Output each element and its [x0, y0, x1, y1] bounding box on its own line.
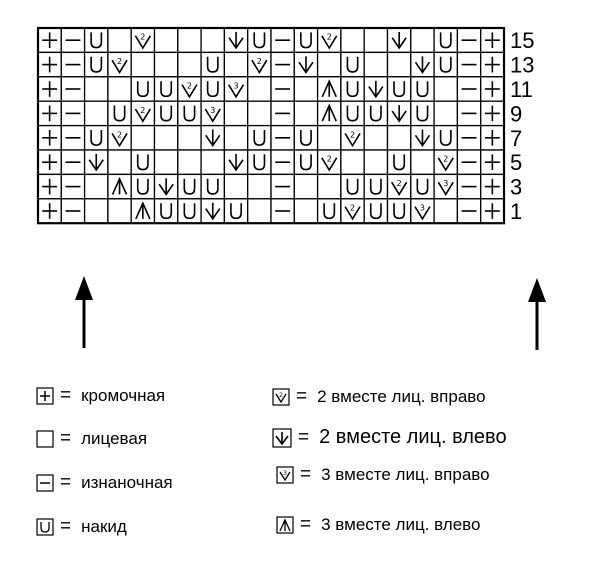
- svg-text:3: 3: [210, 105, 216, 115]
- k2-right-label: 2 вместе лиц. вправо: [317, 387, 486, 406]
- legend-equals: =: [60, 472, 72, 493]
- legend-k3-right: [276, 464, 490, 486]
- k2-left-icon: [272, 428, 292, 448]
- svg-text:2: 2: [117, 57, 123, 67]
- row-number-label: 1: [510, 199, 523, 224]
- row-number-label: 5: [510, 150, 523, 176]
- svg-text:2: 2: [326, 32, 332, 42]
- legend-k3-left: [276, 514, 480, 536]
- row-number-label: 3: [510, 174, 523, 200]
- legend-k2-right: [272, 386, 486, 408]
- svg-text:2: 2: [443, 154, 449, 164]
- knit-stitch-icon: [36, 430, 54, 448]
- svg-text:2: 2: [186, 81, 192, 91]
- svg-text:2: 2: [326, 154, 332, 164]
- row-number-label: 7: [510, 125, 523, 151]
- legend-equals: =: [60, 385, 72, 406]
- legend-equals: =: [60, 516, 72, 537]
- yarn-over-label: накид: [81, 517, 127, 536]
- purl-label: изнаночная: [81, 473, 173, 492]
- edge-label: кромочная: [81, 386, 166, 405]
- row-number-label: 13: [510, 52, 535, 78]
- svg-text:2: 2: [279, 392, 283, 399]
- legend-equals: =: [60, 428, 72, 449]
- svg-text:3: 3: [419, 203, 425, 213]
- k3-right-label: 3 вместе лиц. вправо: [321, 465, 490, 484]
- k3-right-icon: [276, 466, 294, 484]
- svg-text:2: 2: [140, 32, 146, 42]
- svg-text:2: 2: [140, 105, 146, 115]
- legend-k2-left: [272, 426, 507, 449]
- svg-text:3: 3: [283, 470, 287, 477]
- svg-text:3: 3: [443, 179, 449, 189]
- knit-label: лицевая: [81, 429, 148, 448]
- k2-left-label: 2 вместе лиц. влево: [319, 426, 507, 448]
- svg-text:2: 2: [117, 130, 123, 140]
- legend-purl: [36, 472, 173, 494]
- yarn-over-icon: [36, 518, 54, 536]
- legend-equals: =: [300, 514, 312, 535]
- legend-equals: =: [300, 464, 312, 485]
- k2-right-icon: [272, 388, 290, 406]
- legend-equals: =: [296, 386, 308, 407]
- svg-text:2: 2: [256, 57, 262, 67]
- row-number-label: 9: [510, 101, 523, 127]
- edge-stitch-icon: [36, 387, 54, 405]
- row-number-label: 11: [510, 77, 533, 102]
- svg-text:2: 2: [350, 130, 356, 140]
- svg-text:2: 2: [350, 203, 356, 213]
- row-number-label: 15: [510, 28, 535, 54]
- svg-text:3: 3: [233, 81, 239, 91]
- k3-left-label: 3 вместе лиц. влево: [321, 515, 481, 534]
- legend-yarn-over: [36, 516, 127, 538]
- legend-edge: [36, 385, 165, 407]
- legend-equals: =: [298, 426, 310, 448]
- svg-text:2: 2: [396, 179, 402, 189]
- purl-stitch-icon: [36, 474, 54, 492]
- legend-knit: [36, 428, 147, 450]
- k3-left-icon: [276, 516, 294, 534]
